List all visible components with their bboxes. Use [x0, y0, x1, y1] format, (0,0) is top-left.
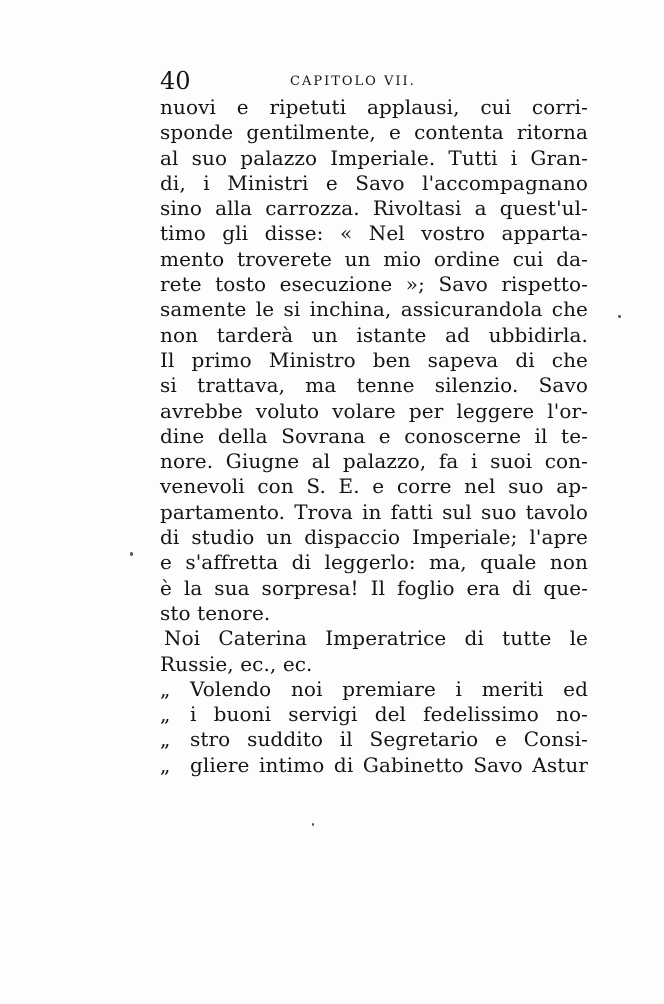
quoted-line: [160, 727, 588, 752]
quote-text: stro suddito il Segretario e Consi-: [190, 727, 588, 752]
text-line: di, i Ministri e Savo l'accompagnano: [160, 170, 588, 195]
text-line: venevoli con S. E. e corre nel suo ap-: [160, 474, 588, 499]
text-line: sino alla carrozza. Rivoltasi a quest'ul-: [160, 196, 588, 221]
text-line: Il primo Ministro ben sapeva di che: [160, 347, 588, 372]
ink-speck: [130, 552, 133, 556]
text-line: è la sua sorpresa! Il foglio era di que-: [160, 575, 588, 600]
text-line: e s'affretta di leggerlo: ma, quale non: [160, 550, 588, 575]
text-line: timo gli disse: « Nel vostro apparta-: [160, 221, 588, 246]
quote-text: i buoni servigi del fedelissimo no-: [190, 702, 588, 727]
quote-mark: „: [160, 676, 171, 701]
text-line: sto tenore.: [160, 600, 271, 625]
text-line: si trattava, ma tenne silenzio. Savo: [160, 373, 588, 398]
decree-line: Noi Caterina Imperatrice di tutte le: [164, 626, 588, 651]
text-line: samente le si inchina, assicurandola che: [160, 297, 588, 322]
text-line: al suo palazzo Imperiale. Tutti i Gran-: [160, 145, 588, 170]
text-line: di studio un dispaccio Imperiale; l'apre: [160, 525, 588, 550]
quote-mark: „: [160, 702, 171, 727]
text-line: mento troverete un mio ordine cui da-: [160, 246, 588, 271]
chapter-heading: CAPITOLO VII.: [290, 74, 416, 89]
decree-line: Russie, ec., ec.: [160, 651, 313, 676]
text-line: avrebbe voluto volare per leggere l'or-: [160, 398, 588, 423]
text-line: sponde gentilmente, e contenta ritorna: [160, 120, 588, 145]
quote-text: gliere intimo di Gabinetto Savo Astur: [190, 752, 588, 777]
ink-speck: [312, 823, 314, 826]
quote-mark: „: [160, 727, 171, 752]
ink-speck: [618, 315, 621, 318]
running-head: [160, 68, 600, 94]
quoted-line: [160, 753, 588, 778]
text-line: nuovi e ripetuti applausi, cui corri-: [160, 95, 588, 119]
text-line: partamento. Trova in fatti sul suo tavolo: [160, 499, 588, 524]
quoted-line: [160, 702, 588, 727]
quote-mark: „: [160, 752, 171, 777]
text-line: nore. Giugne al palazzo, fa i suoi con-: [160, 449, 588, 474]
quoted-line: [160, 677, 588, 702]
text-line: dine della Sovrana e conoscerne il te-: [160, 423, 588, 448]
quote-text: Volendo noi premiare i meriti ed: [190, 676, 588, 701]
text-line: rete tosto esecuzione »; Savo rispetto-: [160, 272, 588, 297]
page-number: 40: [160, 67, 191, 95]
body-text: [160, 95, 588, 778]
text-line: non tarderà un istante ad ubbidirla.: [160, 322, 588, 347]
